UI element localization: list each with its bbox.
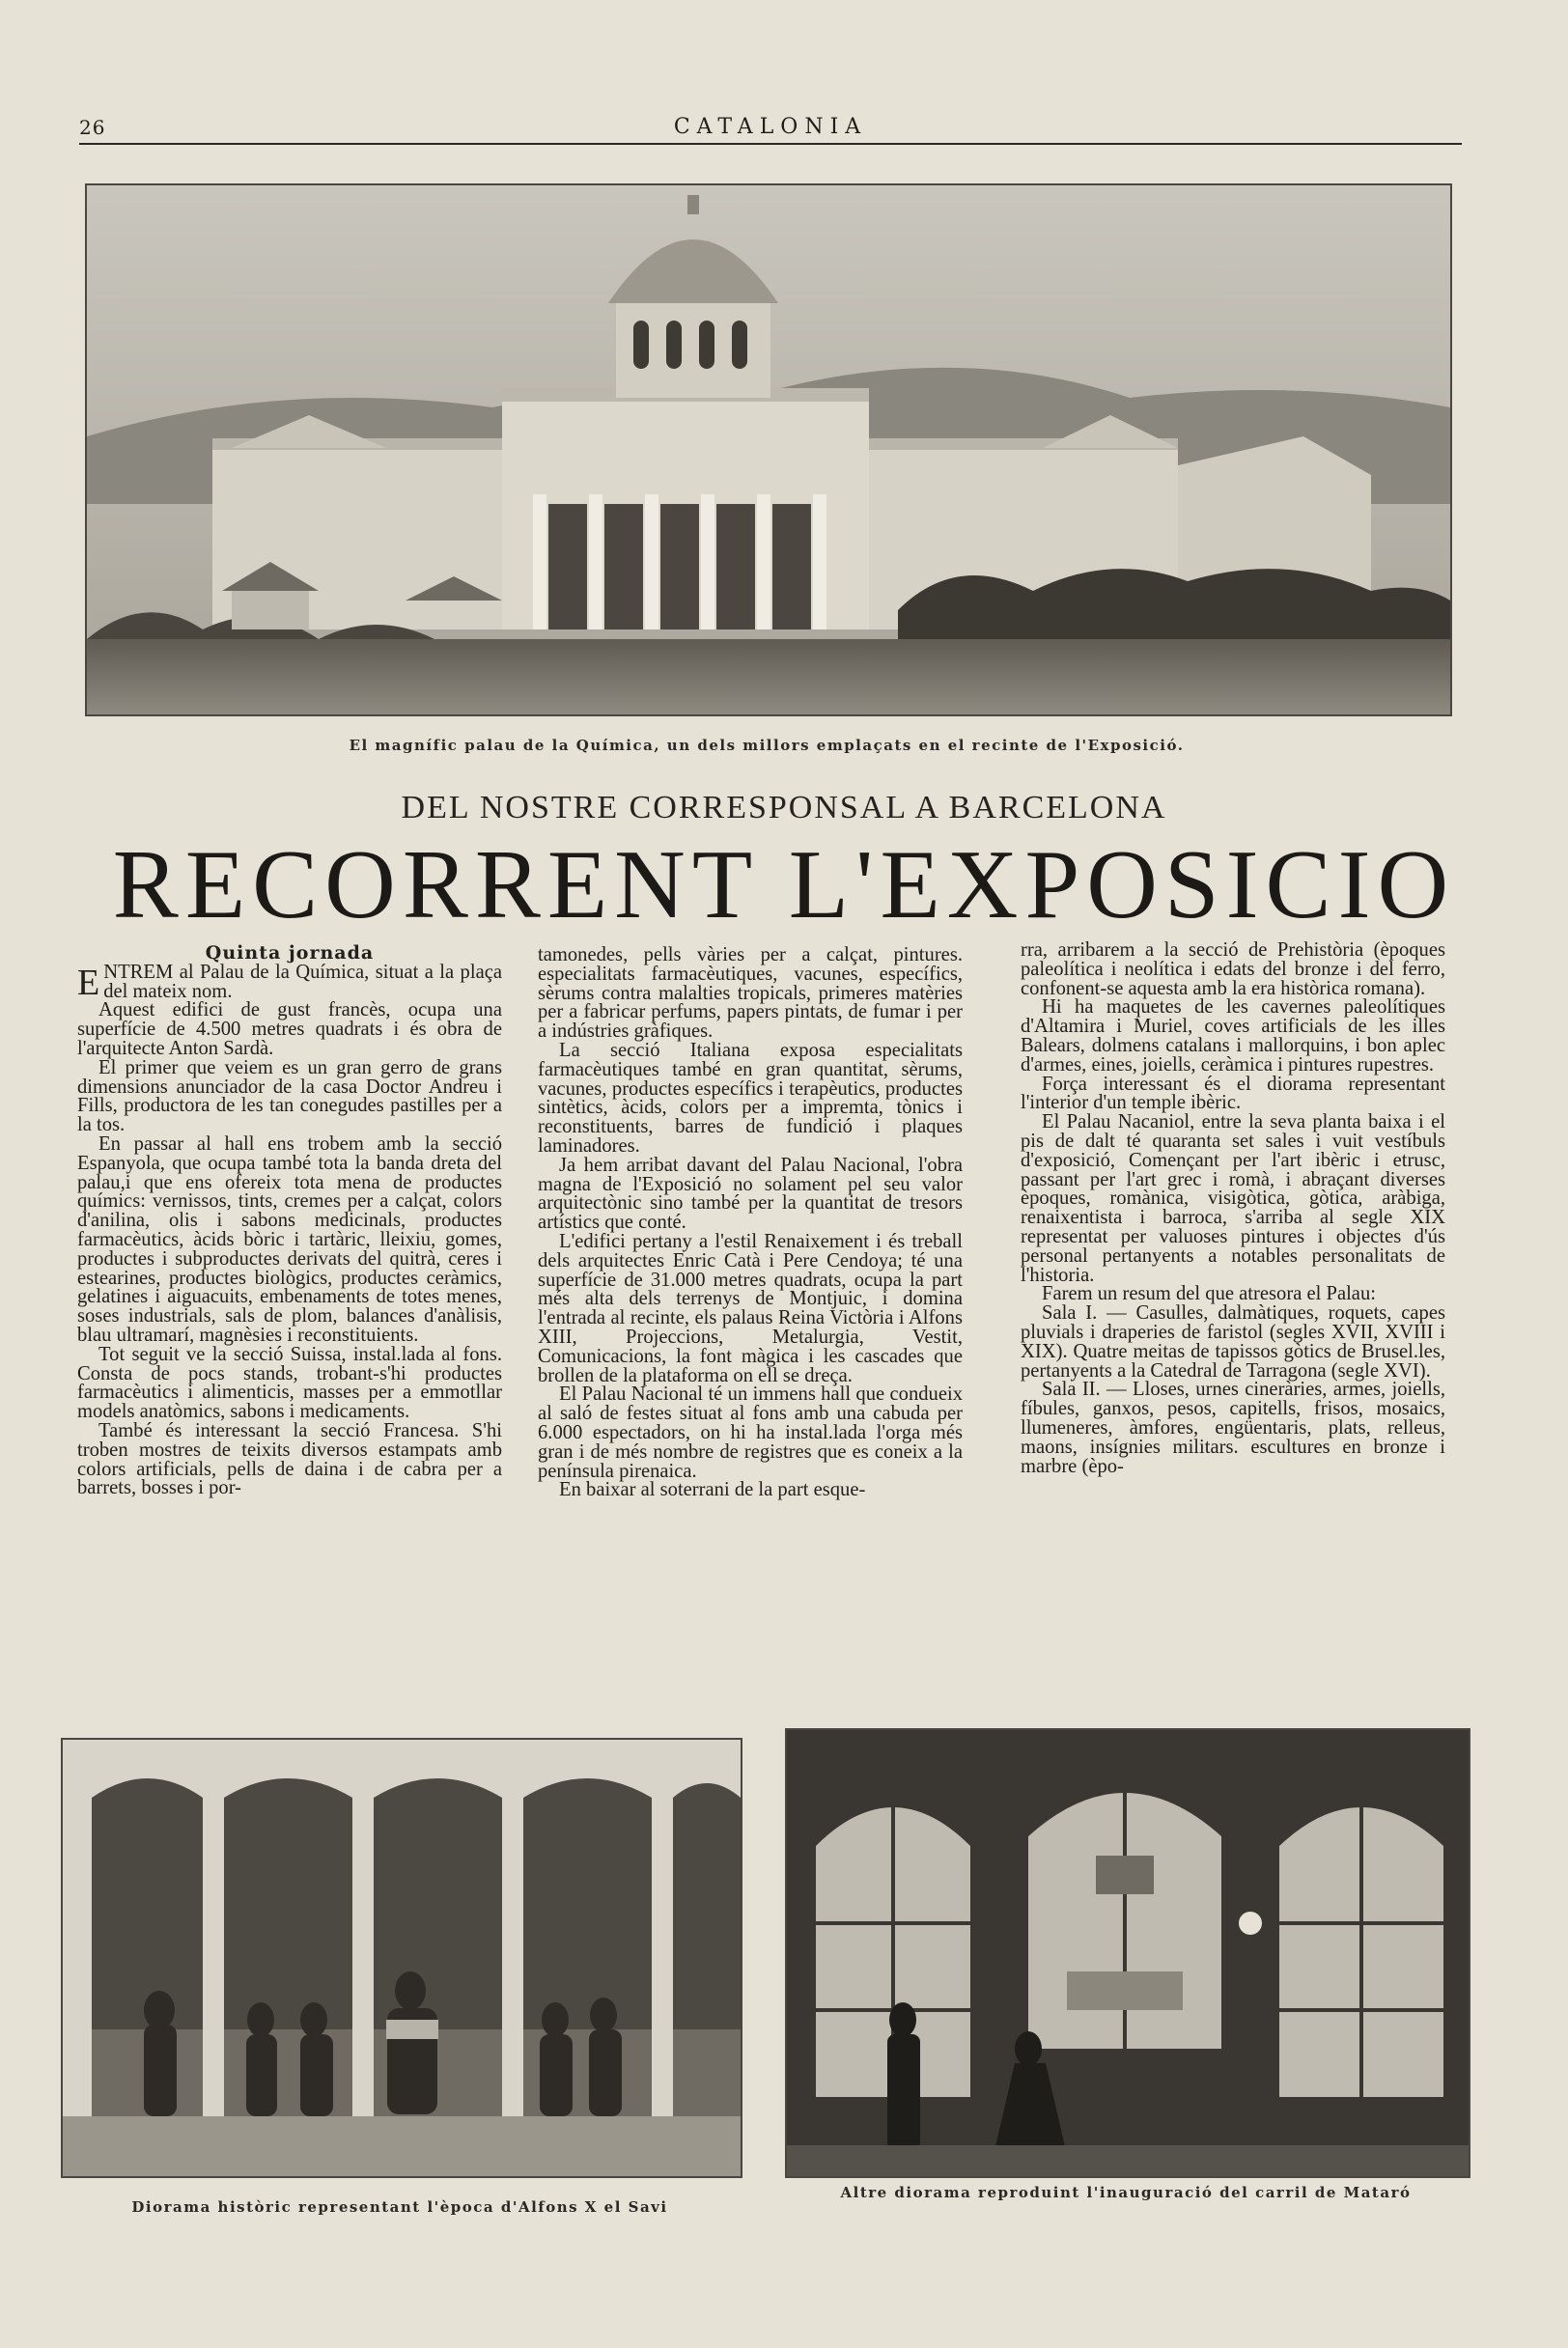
paragraph: L'edifici pertany a l'estil Renaixement i és treball dels arquitectes Enric Catà i Pere Cendoya; té una superfície de 31.000 metres quadrats, ocupa la part més alta dels terrenys de Montjuic, i domina l'entrada al recinte, els palaus Reina Victòria i Alfons XIII, Projeccions, Metalurgia, Vestit, Comunicacions, la font màgica i les cascades que brollen de la plataforma on ell se dreça. (538, 1230, 963, 1386)
paragraph: Força interessant és el diorama representant l'interior d'un temple ibèric. (1021, 1073, 1445, 1114)
paragraph: El Palau Nacional té un immens hall que condueix al saló de festes situat al fons amb una cabuda per 6.000 espectadors, on hi ha instal.lada l'orga més gran i de més nombre de registres que es coneix a la península pirenaica. (538, 1384, 963, 1482)
bottom-left-caption: Diorama històric representant l'època d'Alfons X el Savi (131, 2198, 668, 2216)
masthead: CATALONIA (673, 115, 868, 139)
paragraph: La secció Italiana exposa especialitats farmacèutiques també en gran quantitat, sèrums, vacunes, productes específics i terapèutics, productes sintètics, àcids, colors per a impremta, tònics i reconstituents, barres de fundició i plaques laminadores. (538, 1039, 963, 1157)
drop-cap: E (77, 962, 100, 1003)
article-headline: RECORRENT L'EXPOSICIO (112, 830, 1456, 939)
diorama-railway-photo (785, 1728, 1470, 2178)
paragraph: Tot seguit ve la secció Suissa, instal.lada al fons. Consta de pocs stands, trobant-s'hi productes farmacèutics i alimenticis, masses per a emmotllar models anatòmics, sabons i medicaments. (77, 1343, 502, 1423)
article-column-3 (1021, 941, 1445, 1476)
paragraph: El Palau Nacaniol, entre la seva planta baixa i el pis de dalt té quaranta set sales i vuit vestíbuls d'exposició, Començant per l'art ibèric i etrusc, passant per l'art grec i romà, i abraçant diverses èpoques, romànica, visigòtica, gòtica, aràbiga, renaixentista i barroca, s'arriba al segle XIX representat per valuoses pintures i objectes d'ús personal pertanyents a notables personalitats de l'historia. (1021, 1111, 1445, 1286)
paragraph: Sala II. — Lloses, urnes cineràries, armes, joiells, fíbules, ganxos, pesos, capitells, frisos, mosaics, llumeneres, àmfores, engüentaris, plats, relleus, maons, insígnies militars. escultures en bronze i marbre (èpo- (1021, 1379, 1445, 1477)
page-header (79, 116, 1462, 145)
article-kicker: DEL NOSTRE CORRESPONSAL A BARCELONA (401, 790, 1167, 825)
page-number: 26 (79, 116, 106, 139)
paragraph: ENTREM al Palau de la Química, situat a la plaça del mateix nom. (77, 961, 502, 1003)
paragraph: El primer que veiem es un gran gerro de grans dimensions anunciador de la casa Doctor Andreu i Fills, productora de les tan conegudes pastilles per a la tos. (77, 1056, 502, 1136)
paragraph: Aquest edifici de gust francès, ocupa una superfície de 4.500 metres quadrats i és obra de l'arquitecte Anton Sardà. (77, 999, 502, 1059)
article-column-1 (77, 944, 502, 1498)
paragraph: tamonedes, pells vàries per a calçat, pintures. especialitats farmacèutiques, vacunes, específics, sèrums contra malalties tropicals, primeres matèries per a fabricar perfums, papers pintats, de fumar i per a indústries gràfiques. (538, 944, 963, 1043)
paragraph: També és interessant la secció Francesa. S'hi troben mostres de teixits diversos estampats amb colors artificials, pells de daina i de cabra per a barrets, bosses i por- (77, 1419, 502, 1499)
diorama-alfons-photo (61, 1738, 742, 2178)
paragraph: Ja hem arribat davant del Palau Nacional, l'obra magna de l'Exposició no solament pel seu valor arquitectònic sino també per la quantitat de tresors artístics que conté. (538, 1154, 963, 1234)
paragraph: Farem un resum del que atresora el Palau: (1042, 1283, 1376, 1305)
paragraph: Sala I. — Casulles, dalmàtiques, roquets, capes pluvials i draperies de faristol (segles XVII, XVIII i XIX). Quatre meitas de tapissos gòtics de Brusel.les, pertanyents a la Catedral de Tarragona (segle XVI). (1021, 1302, 1445, 1382)
paragraph: En passar al hall ens trobem amb la secció Espanyola, que ocupa també tota la banda dreta del palau,i que ens ofereix tota mena de productes químics: vernissos, tints, cremes per a calçat, colors d'anilina, olis i sabons medicinals, productes farmacèutics, àcids bòric i tartàric, lleixiu, gomes, productes i subproductes derivats del quitrà, ceres i estearines, productes biològics, productes ceràmics, gelatines i aiguacuits, embenaments de totes menes, soses industrials, sals de plom, balances d'anàlisis, blau ultramarí, magnèsies i reconstituients. (77, 1132, 502, 1346)
article-subhead: Quinta jornada (205, 942, 375, 964)
article-column-2 (538, 946, 963, 1500)
paragraph: Hi ha maquetes de les cavernes paleolítiques d'Altamira i Muriel, coves artificials de les illes Balears, dolmens catalans i mallorquins, i bon aplec d'armes, eines, joiells, ceràmica i pintures rupestres. (1021, 996, 1445, 1076)
palace-photo (85, 183, 1452, 716)
top-photo-caption: El magnífic palau de la Química, un dels millors emplaçats en el recinte de l'Exposició. (349, 737, 1185, 754)
paragraph: rra, arribarem a la secció de Prehistòria (èpoques paleolítica i neolítica i edats del bronze i del ferro, confonent-se aquesta amb la era històrica romana). (1021, 939, 1445, 999)
bottom-right-caption: Altre diorama reproduint l'inauguració del carril de Mataró (840, 2184, 1412, 2201)
paragraph: En baixar al soterrani de la part esque- (559, 1479, 866, 1501)
